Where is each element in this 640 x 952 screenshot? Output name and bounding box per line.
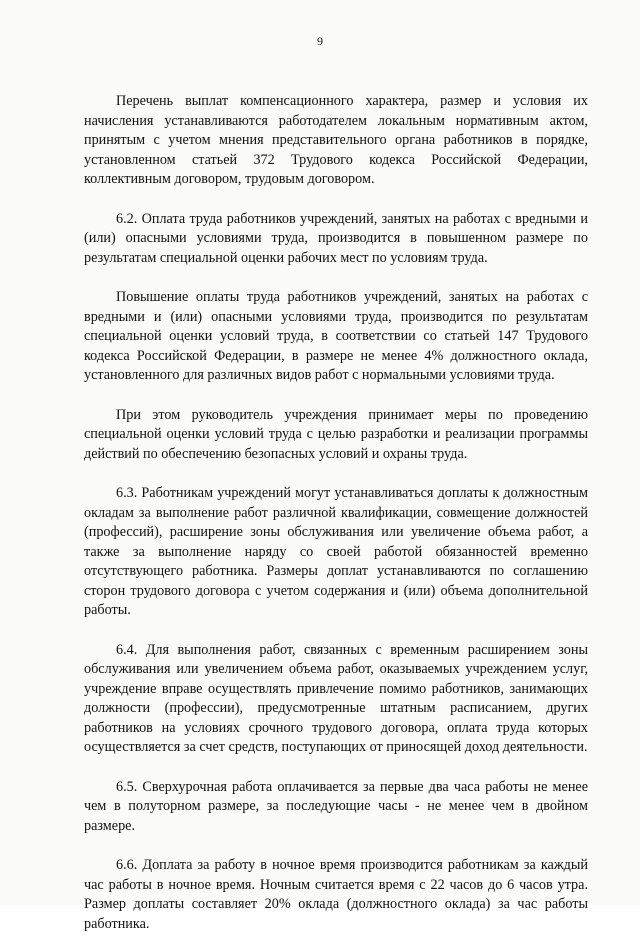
paragraph-manager-measures: При этом руководитель учреждения принимает меры по проведению специальной оценки условий труда с целью разработки и реализации программы действий по обеспечению безопасных условий и охраны труда. <box>84 406 588 462</box>
paragraph-6-4: 6.4. Для выполнения работ, связанных с временным расширением зоны обслуживания или увеличением объема работ, оказываемых учреждением услуг, учреждение вправе осуществлять привлечение помимо работников, занимающих должности (профессии), предусмотренные штатным расписанием, других работников на условиях срочного трудового договора, оплата труда которых осуществляется за счет средств, поступающих от приносящей доход деятельности. <box>84 641 588 755</box>
paragraph-compensation-list: Перечень выплат компенсационного характера, размер и условия их начисления устанавливаются работодателем локальным нормативным актом, принятым с учетом мнения представительного органа работников в порядке, установленном статьей 372 Трудового кодекса Российской Федерации, коллективным договором, трудовым договором. <box>84 93 588 187</box>
paragraph-6-2: 6.2. Оплата труда работников учреждений, занятых на работах с вредными и (или) опасными условиями труда, производится в повышенном размере по результатам специальной оценки рабочих мест по условиям труда. <box>84 210 588 266</box>
page-number: 9 <box>317 34 323 48</box>
paragraph-pay-increase: Повышение оплаты труда работников учреждений, занятых на работах с вредными и (или) опасными условиями труда, производится по результатам специальной оценки условий труда, в соответствии со статьей 147 Трудового кодекса Российской Федерации, в размере не менее 4% должностного оклада, установленного для различных видов работ с нормальными условиями труда. <box>84 289 588 383</box>
paragraph-6-5: 6.5. Сверхурочная работа оплачивается за первые два часа работы не менее чем в полуторном размере, за последующие часы - не менее чем в двойном размере. <box>84 778 588 834</box>
document-body <box>84 92 588 952</box>
paragraph-6-3: 6.3. Работникам учреждений могут устанавливаться доплаты к должностным окладам за выполнение работ различной квалификации, совмещение должностей (профессий), расширение зоны обслуживания или увеличение объема работ, а также за выполнение наряду со своей работой обязанностей временно отсутствующего работника. Размеры доплат устанавливаются по соглашению сторон трудового договора с учетом содержания и (или) объема дополнительной работы. <box>84 485 588 618</box>
paragraph-6-6: 6.6. Доплата за работу в ночное время производится работникам за каждый час работы в ночное время. Ночным считается время с 22 часов до 6 часов утра. Размер доплаты составляет 20% оклада (должностного оклада) за час работы работника. <box>84 857 588 932</box>
